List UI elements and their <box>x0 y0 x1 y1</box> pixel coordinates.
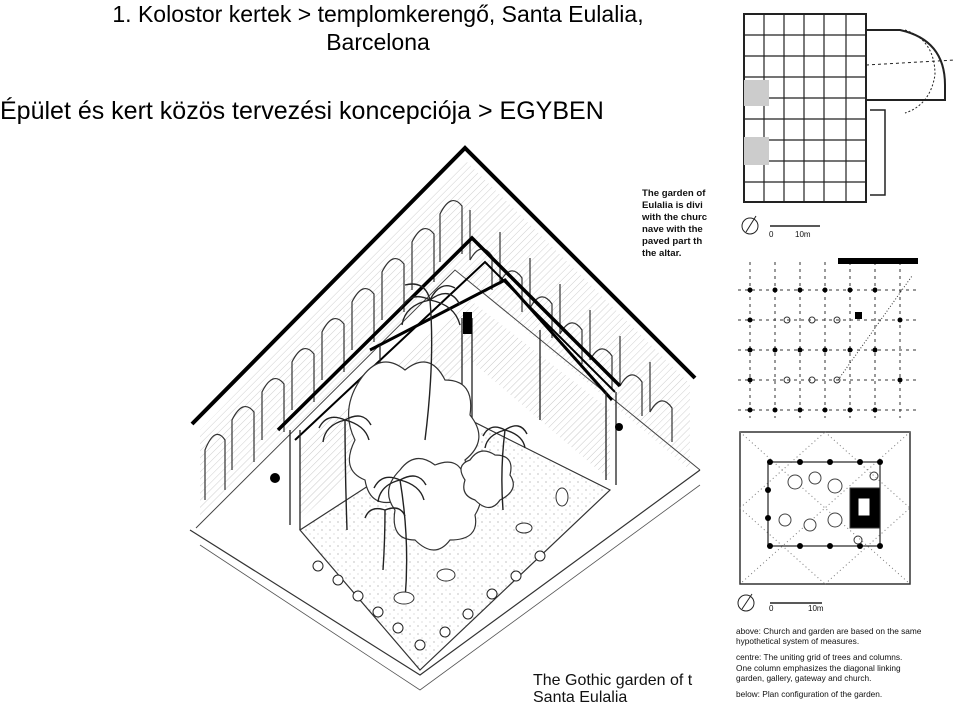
figure-caption <box>533 672 718 712</box>
inset-caption-line: the altar. <box>642 247 682 259</box>
inset-caption-line: The garden of <box>642 188 706 199</box>
figure-note-line: centre: The uniting grid of trees and columns. <box>736 652 903 663</box>
inset-caption-line: with the churc <box>642 211 708 223</box>
inset-caption-line: Eulalia is divi <box>642 199 703 211</box>
figure-note-line: garden, gallery, gateway and church. <box>736 672 872 683</box>
church-plan <box>744 14 955 202</box>
slide-title-line-1: 1. Kolostor kertek > templomkerengő, Santa Eulalia, <box>112 1 644 27</box>
figure-note-line: hypothetical system of measures. <box>736 636 860 647</box>
figure-notes <box>736 626 960 699</box>
figure-caption-line-1: The Gothic garden of t <box>533 672 693 689</box>
scale-10m-label-bottom: 10m <box>808 604 824 613</box>
figure-note-line: One column emphasizes the diagonal linking <box>736 662 901 673</box>
slide-subtitle: Épület és kert közös tervezési koncepciója > EGYBEN <box>0 97 604 125</box>
scale-10m-label-top: 10m <box>795 230 811 239</box>
figure-note-line: above: Church and garden are based on the same <box>736 626 922 636</box>
slide-title-line-2: Barcelona <box>326 29 430 55</box>
tree-column-grid <box>738 258 918 418</box>
figure-caption-line-2: Santa Eulalia <box>533 689 628 706</box>
north-arrow-bottom-icon <box>738 594 754 611</box>
inset-caption-line: nave with the <box>642 223 703 235</box>
north-arrow-top-icon <box>742 216 758 234</box>
figure-note-line: below: Plan configuration of the garden. <box>736 689 883 700</box>
scale-zero-label-top: 0 <box>769 230 774 239</box>
scale-zero-label-bottom: 0 <box>769 604 774 613</box>
inset-caption <box>642 188 718 270</box>
garden-plan <box>740 432 910 584</box>
inset-caption-line: paved part th <box>642 235 703 247</box>
axonometric-cloister <box>190 148 700 690</box>
